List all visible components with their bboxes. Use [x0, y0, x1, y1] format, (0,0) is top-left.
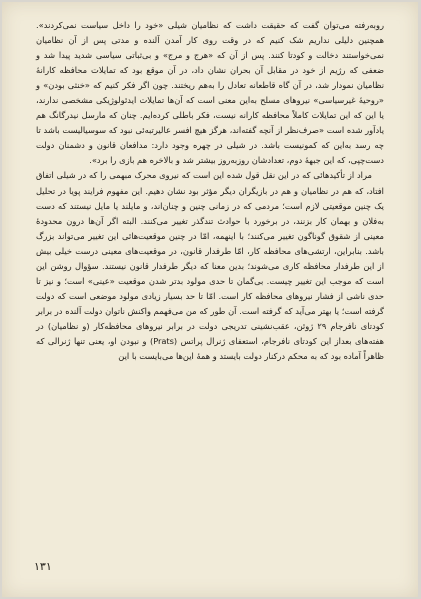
paragraph: روبه‌رفته می‌توان گفت که حقیقت داشت که نظامیان شیلی «خود را داخل سیاست نمی‌کردند». همچنین دلیلی نداریم شک کنیم که در وقت روی کار آمدن آلنده و مدتی پس از آن نظامیان نمی‌خواستند دخالت و کودتا کنند. پس از آن که «هرج و مرج» و بی‌ثباتی سیاسی شدید پیدا شد و ضعفی که رژیم از خود در مقابل آن بحران نشان داد، در آن موقع بود که تمایلات محافظه کارانهٔ نظامیان نمودار شد، در آن گاه قاطعانه تعادل را به‌هم ریختند. چون اگر فکر کنیم که «خنثی بودن» و «روحیهٔ غیرسیاسی» نیروهای مسلح به‌این معنی است که آن‌ها تمایلات ایدئولوژیکی مشخصی ندارند، یا این که این تمایلات کاملاً محافظه کارانه نیست، فکر باطلی کرده‌ایم. چنان که مارسل نیدرگانگ هم یادآور شده است «صرف‌نظر از آنچه گفته‌اند، هرگز هیچ افسر عالیرتبه‌ئی نبود که سوسیالیست باشد تا چه رسد به‌این که کمونیست باشد. در شیلی در چهره وجود دارد: مدافعان قانون و دشمنان دولت دست‌چپی، که این جبههٔ دوم، تعدادشان روزبه‌روز بیشتر شد و بالاخره هم بازی را برد». [36, 20, 384, 166]
paragraph: مراد از تأکیدهائی که در این نقل قول شده این است که نیروی محرک مبهمی را که در شیلی اتفاق افتاد، که هم در نظامیان و هم در بازیگران دیگر مؤثر بود نشان دهیم. این مفهوم فرایند پویا در تحلیل یک چنین موقعیتی لازم است؛ مردمی که در زمانی چنین و چنان‌اند، و مایلند یا مایل نیستند که دست به‌فلان و بهمان کار بزنند، در برخورد با حوادث تندگذر تغییر می‌کنند. البته اگر آن‌ها درون محدودهٔ معینی از شقوق گوناگون تغییر می‌کنند؛ با اینهمه، امّا در چنین موقعیت‌هائی این تغییر می‌تواند بزرگ باشد. بنابراین، ارتشی‌های محافظه کار، امّا طرفدار قانون، در موقعیت‌های معینی درست خیلی بیش از این طرفدار محافظه کاری می‌شوند؛ بدین معنا که دیگر طرفدار قانون نیستند. سؤوال روشن این است که موجب این تغییر چیست. بی‌گمان تا حدی مولود بدتر شدن موقعیت «عینی» است؛ و نیز تا حدی ناشی از فشار نیروهای محافظه کار است. امّا تا حد بسیار زیادی مولود موضعی است که دولت گرفته است؛ یا بهتر می‌آید که گرفته است. آن طور که من می‌فهمم واکنش ناتوان دولت آلنده در برابر کودتای نافرجام ۲۹ ژوئن، عقب‌نشینی تدریجی دولت در برابر نیروهای محافظه‌کار (و نظامیان) در هفته‌های بعد‌از این کودتای نافرجام، استعفای ژنرال پراتس (Prats) و نبودن او، یعنی تنها ژنرالی که ظاهراً آماده بود که به محکم درکنار دولت بایستد و همهٔ این‌ها می‌بایست با این [36, 170, 384, 362]
page-number: ۱۳۱ [34, 560, 52, 573]
body-text [36, 18, 384, 364]
book-page [2, 2, 418, 597]
